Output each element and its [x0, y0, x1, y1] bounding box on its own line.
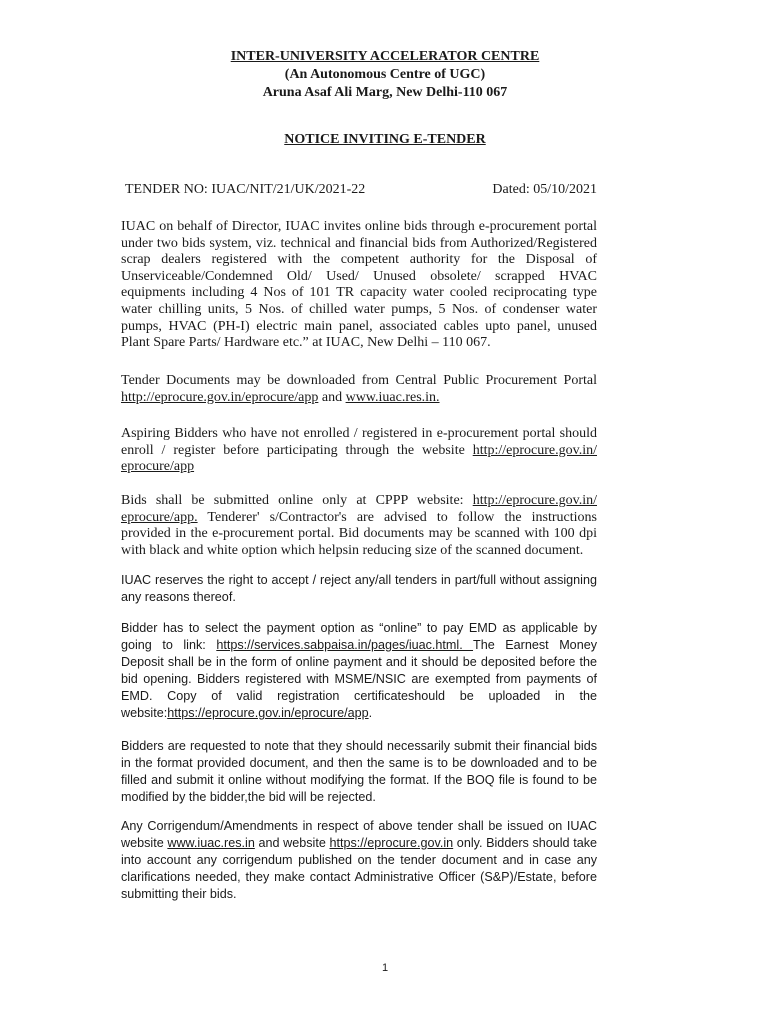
organization-subtitle: (An Autonomous Centre of UGC)	[284, 67, 486, 82]
paragraph-financial-bids: Bidders are requested to note that they should necessarily submit their financial bids in the format provided document, and then the same is to be downloaded and to be filled and submit it online without modifying the format. If the BOQ file is found to be modified by the bidder,the bid will be rejected.	[121, 739, 597, 804]
eprocure-upload-link[interactable]: https://eprocure.gov.in/eprocure/app	[167, 706, 369, 720]
iuac-corrigendum-link[interactable]: www.iuac.res.in	[167, 836, 255, 850]
organization-name: INTER-UNIVERSITY ACCELERATOR CENTRE	[230, 49, 540, 64]
tender-date: Dated: 05/10/2021	[492, 182, 597, 197]
paragraph-text: The Earnest Money Deposit shall be in the form of online payment and it should be deposited before the bid opening. Bidders registered with MSME/NSIC are exempted from payments of EMD. Copy of valid registration certificateshould be uploaded in the website:	[121, 638, 597, 720]
paragraph-corrigendum	[121, 818, 597, 903]
letterhead	[0, 48, 770, 102]
tender-info-line	[125, 182, 597, 198]
paragraph-text: Bids shall be submitted online only at CPPP website:	[121, 493, 473, 508]
paragraph-text: Bidder has to select the payment option as “online” to pay EMD as applicable by going to link:	[121, 621, 597, 652]
paragraph-text: Tenderer' s/Contractor's are advised to follow the instructions provided in the e-procurement portal. Bid documents may be scanned with 100 dpi with black and white option which helpsin reducing size of the scanned document.	[121, 509, 597, 558]
paragraph-text: .	[368, 706, 373, 720]
paragraph-text: Tender Documents may be downloaded from Central Public Procurement Portal	[121, 373, 597, 388]
cppp-portal-link[interactable]: http://eprocure.gov.in/eprocure/app	[121, 389, 319, 405]
paragraph-submission	[121, 493, 597, 559]
paragraph-emd-payment	[121, 620, 597, 722]
cppp-website-link[interactable]: http://eprocure.gov.in/ eprocure/app.	[121, 493, 597, 525]
paragraph-tender-documents	[121, 373, 597, 406]
paragraph-text: and	[318, 389, 346, 405]
paragraph-text: Aspiring Bidders who have not enrolled / registered in e-procurement portal should enroll / register before participating through the website	[121, 426, 597, 458]
paragraph-text: and website	[254, 836, 330, 850]
paragraph-enrollment	[121, 426, 597, 476]
eprocure-portal-link[interactable]: http://eprocure.gov.in/ eprocure/app	[121, 442, 597, 475]
eprocure-corrigendum-link[interactable]: https://eprocure.gov.in	[329, 836, 454, 850]
paragraph-reservation: IUAC reserves the right to accept / reject any/all tenders in part/full without assigning any reasons thereof.	[121, 573, 597, 604]
page-number: 1	[381, 962, 389, 974]
sabpaisa-payment-link[interactable]: https://services.sabpaisa.in/pages/iuac.html.	[216, 638, 474, 652]
paragraph-text: Any Corrigendum/Amendments in respect of above tender shall be issued on IUAC website	[121, 819, 597, 850]
notice-title: NOTICE INVITING E-TENDER	[284, 132, 486, 147]
paragraph-invitation: IUAC on behalf of Director, IUAC invites online bids through e-procurement portal under two bids system, viz. technical and financial bids from Authorized/Registered scrap dealers registered with the competent authority for the Disposal of Unserviceable/Condemned Old/ Used/ Unused obsolete/ scrapped HVAC equipments including 4 Nos of 101 TR capacity water cooled reciprocating type water chilling units, 5 Nos. of chilled water pumps, 5 Nos. of condenser water pumps, HVAC (PH-I) electric main panel, associated cables upto panel, unused Plant Spare Parts/ Hardware etc.” at IUAC, New Delhi – 110 067.	[121, 219, 597, 351]
iuac-website-link[interactable]: www.iuac.res.in.	[345, 389, 440, 405]
tender-number: TENDER NO: IUAC/NIT/21/UK/2021-22	[125, 182, 366, 197]
organization-address: Aruna Asaf Ali Marg, New Delhi-110 067	[262, 85, 508, 100]
paragraph-text: only. Bidders should take into account any corrigendum published on the tender document and in case any clarifications needed, they make contact Administrative Officer (S&P)/Estate, before submitting their bids.	[121, 836, 598, 901]
